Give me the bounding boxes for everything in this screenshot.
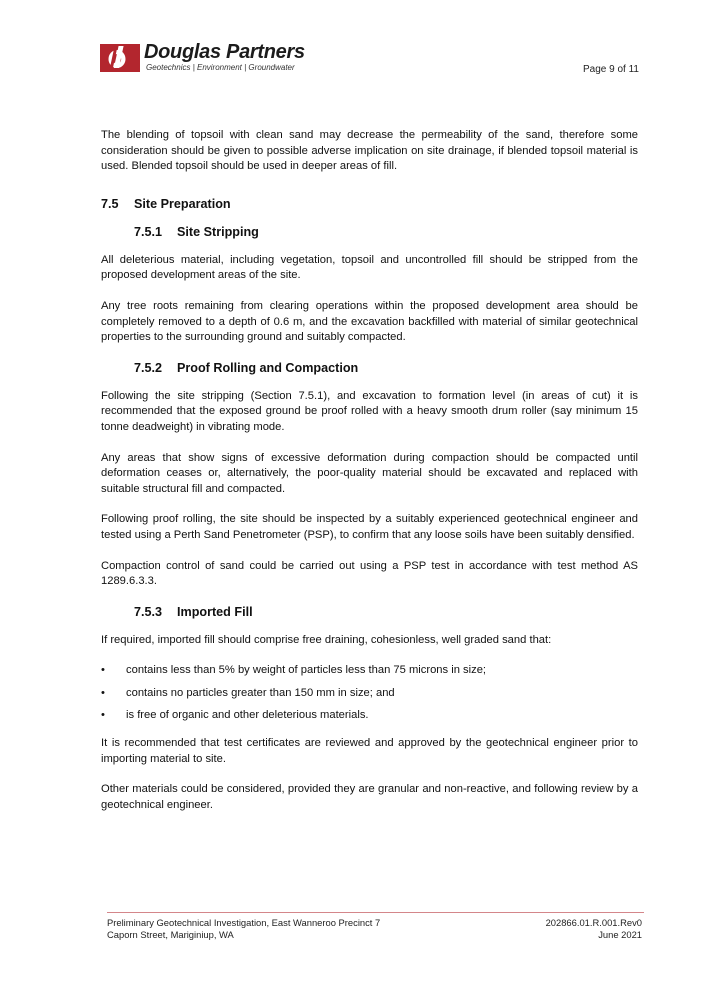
list-item — [101, 708, 638, 724]
subsection-title: Proof Rolling and Compaction — [177, 360, 359, 375]
section-title: Site Preparation — [134, 196, 231, 211]
dp-logo-icon — [100, 44, 140, 72]
page-number: Page 9 of 11 — [583, 64, 639, 75]
paragraph: Any tree roots remaining from clearing operations within the proposed development area should be completely removed to a depth of 0.6 m, and the excavation backfilled with material of similar geotechnical properties to the surrounding ground and suitably compacted. — [101, 299, 638, 344]
footer-project-title: Preliminary Geotechnical Investigation, East Wanneroo Precinct 7 — [107, 917, 381, 928]
list-item-text: contains less than 5% by weight of particles less than 75 microns in size; — [126, 664, 487, 677]
paragraph: Any areas that show signs of excessive deformation during compaction should be compacted until deformation ceases or, alternatively, the poor-quality material should be excavated and replaced with suitable structural fill and compacted. — [101, 451, 638, 495]
document-body — [101, 128, 638, 828]
footer-report-info — [546, 917, 642, 941]
subsection-heading-7-5-1 — [134, 225, 638, 239]
company-logo — [100, 41, 330, 74]
paragraph: All deleterious material, including vegetation, topsoil and uncontrolled fill should be stripped from the proposed development areas of the site. — [101, 253, 638, 282]
footer-project-info — [107, 917, 380, 941]
subsection-number: 7.5.1 — [134, 224, 163, 239]
bullet-icon: • — [101, 664, 105, 677]
subsection-heading-7-5-3 — [134, 605, 638, 619]
footer-report-number: 202866.01.R.001.Rev0 — [545, 917, 642, 928]
section-number: 7.5 — [101, 196, 119, 211]
list-item — [101, 663, 638, 679]
paragraph: Compaction control of sand could be carried out using a PSP test in accordance with test method AS 1289.6.3.3. — [101, 559, 638, 588]
subsection-title: Imported Fill — [177, 604, 253, 619]
logo-company-name: Douglas Partners — [144, 41, 305, 63]
subsection-title: Site Stripping — [177, 224, 259, 239]
subsection-number: 7.5.3 — [134, 604, 163, 619]
bullet-list — [101, 663, 638, 724]
intro-paragraph: The blending of topsoil with clean sand may decrease the permeability of the sand, therefore some consideration should be given to possible adverse implication on site drainage, if blended topsoil material is used. Blended topsoil should be used in deeper areas of fill. — [101, 129, 638, 173]
list-item — [101, 686, 638, 702]
footer-divider — [107, 912, 644, 913]
paragraph: Following the site stripping (Section 7.5.1), and excavation to formation level (in areas of cut) it is recommended that the exposed ground be proof rolled with a heavy smooth drum roller (say minimum 15 tonne deadweight) in vibrating mode. — [101, 389, 638, 433]
paragraph: Following proof rolling, the site should be inspected by a suitably experienced geotechnical engineer and tested using a Perth Sand Penetrometer (PSP), to confirm that any loose soils have been suitably densified. — [101, 513, 638, 541]
bullet-icon: • — [101, 686, 105, 699]
paragraph: It is recommended that test certificates are reviewed and approved by the geotechnical engineer prior to importing material to site. — [101, 737, 638, 765]
bullet-icon: • — [101, 709, 105, 722]
paragraph: Other materials could be considered, provided they are granular and non-reactive, and following review by a geotechnical engineer. — [101, 783, 638, 811]
section-heading-7-5 — [101, 197, 638, 211]
logo-tagline: Geotechnics | Environment | Groundwater — [146, 63, 295, 72]
paragraph: If required, imported fill should comprise free draining, cohesionless, well graded sand that: — [101, 633, 552, 646]
subsection-number: 7.5.2 — [134, 360, 163, 375]
footer-project-location: Caporn Street, Mariginiup, WA — [107, 929, 234, 940]
subsection-heading-7-5-2 — [134, 361, 638, 375]
list-item-text: is free of organic and other deleterious materials. — [126, 709, 369, 722]
list-item-text: contains no particles greater than 150 mm in size; and — [126, 686, 395, 699]
footer-report-date: June 2021 — [598, 929, 642, 940]
